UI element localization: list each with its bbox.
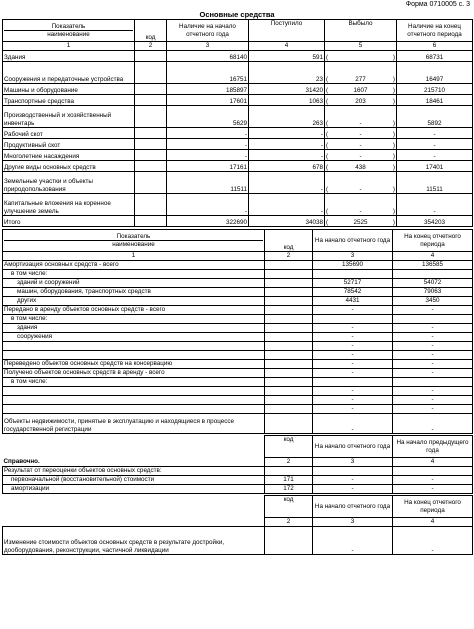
row-disposed: ( - ) xyxy=(325,106,397,128)
row-received: - xyxy=(249,139,325,150)
row-start: - xyxy=(167,128,249,139)
row-end: - xyxy=(397,128,473,139)
header-prev: На начало предыдущего года xyxy=(393,436,473,458)
header-disposed: Выбыло xyxy=(325,20,397,42)
cost-change-table xyxy=(2,495,473,555)
row-start: 16751 xyxy=(167,62,249,84)
row-name: Производственный и хозяйственный инвентарь xyxy=(3,106,135,128)
row-code xyxy=(135,139,167,150)
form-label: Форма 0710005 с. 3 xyxy=(405,1,470,8)
row-end: - xyxy=(397,150,473,161)
index-cell: 2 xyxy=(135,42,167,51)
table-row xyxy=(3,306,473,315)
value-cell: - xyxy=(393,387,473,396)
table-row xyxy=(3,405,473,414)
table-row xyxy=(3,467,473,476)
row-end: 354203 xyxy=(397,216,473,227)
row-start: 17161 xyxy=(167,161,249,172)
value-cell: - xyxy=(313,333,393,342)
row-code xyxy=(135,194,167,216)
row-received: - xyxy=(249,150,325,161)
row-name: Рабочий скот xyxy=(3,128,135,139)
table-row xyxy=(3,360,473,369)
value-cell: - xyxy=(393,405,473,414)
value-cell: - xyxy=(313,324,393,333)
reference-label: Справочно. xyxy=(3,458,40,465)
index-cell: 1 xyxy=(3,42,135,51)
table-row xyxy=(3,315,473,324)
amortization-item-label: других xyxy=(3,297,265,306)
header-code: код xyxy=(265,230,313,252)
index-cell: 4 xyxy=(249,42,325,51)
header-end: Наличие на конец отчетного периода xyxy=(397,20,473,42)
value-cell: - xyxy=(393,476,473,485)
index-cell: 4 xyxy=(393,518,473,527)
row-end: 17401 xyxy=(397,161,473,172)
index-row xyxy=(3,252,473,261)
value-cell: - xyxy=(313,396,393,405)
table-row xyxy=(3,351,473,360)
table-row xyxy=(3,194,473,216)
conservation-end: - xyxy=(393,360,473,369)
table-row xyxy=(3,414,473,434)
index-cell: 4 xyxy=(393,458,473,467)
row-end: 16497 xyxy=(397,62,473,84)
header-start: На начало отчетного года xyxy=(313,436,393,458)
table-row xyxy=(3,476,473,485)
leased-out-label: Передано в аренду объектов основных средств - всего xyxy=(3,306,265,315)
row-name: Здания xyxy=(3,51,135,62)
table-header xyxy=(3,436,473,458)
table-row xyxy=(3,333,473,342)
table-row xyxy=(3,387,473,396)
table-row xyxy=(3,342,473,351)
incl-label: в том числе: xyxy=(3,315,265,324)
revaluation-table xyxy=(2,435,473,494)
table-row xyxy=(3,106,473,128)
row-disposed: ( 1607 ) xyxy=(325,84,397,95)
amortization-item-end: 79063 xyxy=(393,288,473,297)
row-disposed: ( 438 ) xyxy=(325,161,397,172)
index-cell: 6 xyxy=(397,42,473,51)
value-cell: - xyxy=(313,342,393,351)
index-cell: 2 xyxy=(265,518,313,527)
table-row xyxy=(3,369,473,378)
value-cell: - xyxy=(393,342,473,351)
row-received: 678 xyxy=(249,161,325,172)
header-code: код xyxy=(135,20,167,42)
table-row xyxy=(3,216,473,227)
row-name: Сооружения и передаточные устройства xyxy=(3,62,135,84)
row-name: Земельные участки и объекты природопользования xyxy=(3,172,135,194)
header-indicator: Показатель наименование xyxy=(3,20,135,42)
row-disposed: ( - ) xyxy=(325,194,397,216)
table-row xyxy=(3,62,473,84)
form-page xyxy=(2,0,472,555)
table-row xyxy=(3,139,473,150)
table-header xyxy=(3,230,473,252)
header-start: На начало отчетного года xyxy=(313,230,393,252)
value-cell: - xyxy=(313,351,393,360)
row-start: - xyxy=(167,139,249,150)
leased-in-label: Получено объектов основных средств в аренду - всего xyxy=(3,369,265,378)
value-cell: - xyxy=(393,324,473,333)
table-header xyxy=(3,496,473,518)
row-received: 23 xyxy=(249,62,325,84)
row-code xyxy=(135,106,167,128)
value-cell: - xyxy=(313,485,393,494)
index-row xyxy=(3,458,473,467)
amortization-item-start: 78542 xyxy=(313,288,393,297)
header-start: Наличие на начало отчетного года xyxy=(167,20,249,42)
row-disposed: ( 2525 ) xyxy=(325,216,397,227)
amortization-item-label: машин, оборудования, транспортных средств xyxy=(3,288,265,297)
index-row xyxy=(3,518,473,527)
row-disposed: ( - ) xyxy=(325,128,397,139)
row-code xyxy=(135,62,167,84)
conservation-start: - xyxy=(313,360,393,369)
row-start: 185897 xyxy=(167,84,249,95)
table-row xyxy=(3,324,473,333)
incl-label: в том числе: xyxy=(3,270,265,279)
row-name: Капитальные вложения на коренное улучшение земель xyxy=(3,194,135,216)
row-end: 18461 xyxy=(397,95,473,106)
value-cell: - xyxy=(393,396,473,405)
value-cell: - xyxy=(313,405,393,414)
table-row xyxy=(3,396,473,405)
row-name: Другие виды основных средств xyxy=(3,161,135,172)
header-received: Поступило xyxy=(249,20,325,42)
value-cell: - xyxy=(393,351,473,360)
row-end: - xyxy=(397,194,473,216)
row-name: Итого xyxy=(3,216,135,227)
revaluation-row-label: первоначальной (восстановительной) стоимости xyxy=(3,476,265,485)
revaluation-row-label: амортизации xyxy=(3,485,265,494)
amortization-end: 136585 xyxy=(393,261,473,270)
row-code xyxy=(135,95,167,106)
row-code xyxy=(135,51,167,62)
value-cell: - xyxy=(393,485,473,494)
realestate-start: - xyxy=(313,414,393,434)
row-start: - xyxy=(167,194,249,216)
row-start: - xyxy=(167,150,249,161)
row-name: Продуктивный скот xyxy=(3,139,135,150)
table-row xyxy=(3,270,473,279)
row-start: 17601 xyxy=(167,95,249,106)
amortization-start: 135690 xyxy=(313,261,393,270)
amortization-item-end: 54072 xyxy=(393,279,473,288)
realestate-end: - xyxy=(393,414,473,434)
index-cell: 3 xyxy=(313,252,393,261)
index-row xyxy=(3,42,473,51)
row-start: 68140 xyxy=(167,51,249,62)
row-code xyxy=(135,172,167,194)
amortization-item-label: зданий и сооружений xyxy=(3,279,265,288)
row-disposed: ( 277 ) xyxy=(325,62,397,84)
table-row xyxy=(3,150,473,161)
table-row xyxy=(3,288,473,297)
table-body xyxy=(3,51,473,227)
row-received: - xyxy=(249,194,325,216)
table-row xyxy=(3,279,473,288)
table-row xyxy=(3,261,473,270)
row-code xyxy=(135,150,167,161)
revaluation-label: Результат от переоценки объектов основных средств: xyxy=(3,467,265,476)
row-disposed: ( - ) xyxy=(325,172,397,194)
leased-out-start: - xyxy=(313,306,393,315)
fixed-assets-table xyxy=(2,19,473,227)
leased-in-start: - xyxy=(313,369,393,378)
index-cell: 3 xyxy=(313,518,393,527)
table-row xyxy=(3,51,473,62)
amortization-item-end: 3450 xyxy=(393,297,473,306)
row-received: 263 xyxy=(249,106,325,128)
realestate-label: Объекты недвижимости, принятые в эксплуатацию и находящиеся в процессе государственной регистрации xyxy=(3,414,265,434)
amortization-item-start: 4431 xyxy=(313,297,393,306)
section-title: Основные средства xyxy=(199,10,275,19)
table-row xyxy=(3,172,473,194)
row-received: 34038 xyxy=(249,216,325,227)
row-code xyxy=(135,128,167,139)
row-start: 5629 xyxy=(167,106,249,128)
amortization-total-label: Амортизация основных средств - всего xyxy=(3,261,265,270)
table-row xyxy=(3,161,473,172)
row-start: 322690 xyxy=(167,216,249,227)
table-header xyxy=(3,20,473,42)
table-row xyxy=(3,485,473,494)
header-start: На начало отчетного года xyxy=(313,496,393,518)
cost-change-label: Изменение стоимости объектов основных средств в результате достройки, дооборудования, реконструкции, частичной ликвидации xyxy=(3,527,265,555)
row-disposed: ( ) xyxy=(325,51,397,62)
table-row xyxy=(3,378,473,387)
index-cell: 3 xyxy=(167,42,249,51)
row-disposed: ( - ) xyxy=(325,150,397,161)
header-end: На конец отчетного периода xyxy=(393,496,473,518)
value-cell: - xyxy=(313,476,393,485)
incl-label: в том числе: xyxy=(3,378,265,387)
conservation-label: Переведено объектов основных средств на консервацию xyxy=(3,360,265,369)
row-name: Транспортные средства xyxy=(3,95,135,106)
row-received: - xyxy=(249,172,325,194)
row-end: 215710 xyxy=(397,84,473,95)
row-end: 11511 xyxy=(397,172,473,194)
index-cell: 5 xyxy=(325,42,397,51)
leased-out-item: здания xyxy=(3,324,265,333)
table-row xyxy=(3,297,473,306)
table-row xyxy=(3,128,473,139)
row-name: Машины и оборудование xyxy=(3,84,135,95)
header-end: На конец отчетного периода xyxy=(393,230,473,252)
value-cell: - xyxy=(313,387,393,396)
leased-out-item: сооружения xyxy=(3,333,265,342)
header-code: код xyxy=(265,436,313,458)
row-received: 1063 xyxy=(249,95,325,106)
row-code: 171 xyxy=(265,476,313,485)
table-row xyxy=(3,95,473,106)
row-start: 11511 xyxy=(167,172,249,194)
row-received: - xyxy=(249,128,325,139)
row-code xyxy=(265,527,313,555)
leased-in-end: - xyxy=(393,369,473,378)
index-cell: 4 xyxy=(393,252,473,261)
value-cell: - xyxy=(393,333,473,342)
index-cell: 1 xyxy=(3,252,265,261)
index-cell: 2 xyxy=(265,252,313,261)
row-end: 5892 xyxy=(397,106,473,128)
row-received: 591 xyxy=(249,51,325,62)
index-cell: 2 xyxy=(265,458,313,467)
header-code: код xyxy=(265,496,313,518)
row-name: Многолетние насаждения xyxy=(3,150,135,161)
value-cell: - xyxy=(313,527,393,555)
row-code xyxy=(135,161,167,172)
header-indicator: Показатель наименование xyxy=(3,230,265,252)
amortization-item-start: 52717 xyxy=(313,279,393,288)
row-code xyxy=(135,84,167,95)
row-end: 68731 xyxy=(397,51,473,62)
row-code: 172 xyxy=(265,485,313,494)
value-cell: - xyxy=(393,527,473,555)
index-cell: 3 xyxy=(313,458,393,467)
row-received: 31420 xyxy=(249,84,325,95)
row-disposed: ( 203 ) xyxy=(325,95,397,106)
table-row xyxy=(3,84,473,95)
row-end: - xyxy=(397,139,473,150)
table-row xyxy=(3,527,473,555)
amortization-table xyxy=(2,229,473,434)
row-code xyxy=(135,216,167,227)
leased-out-end: - xyxy=(393,306,473,315)
row-disposed: ( - ) xyxy=(325,139,397,150)
